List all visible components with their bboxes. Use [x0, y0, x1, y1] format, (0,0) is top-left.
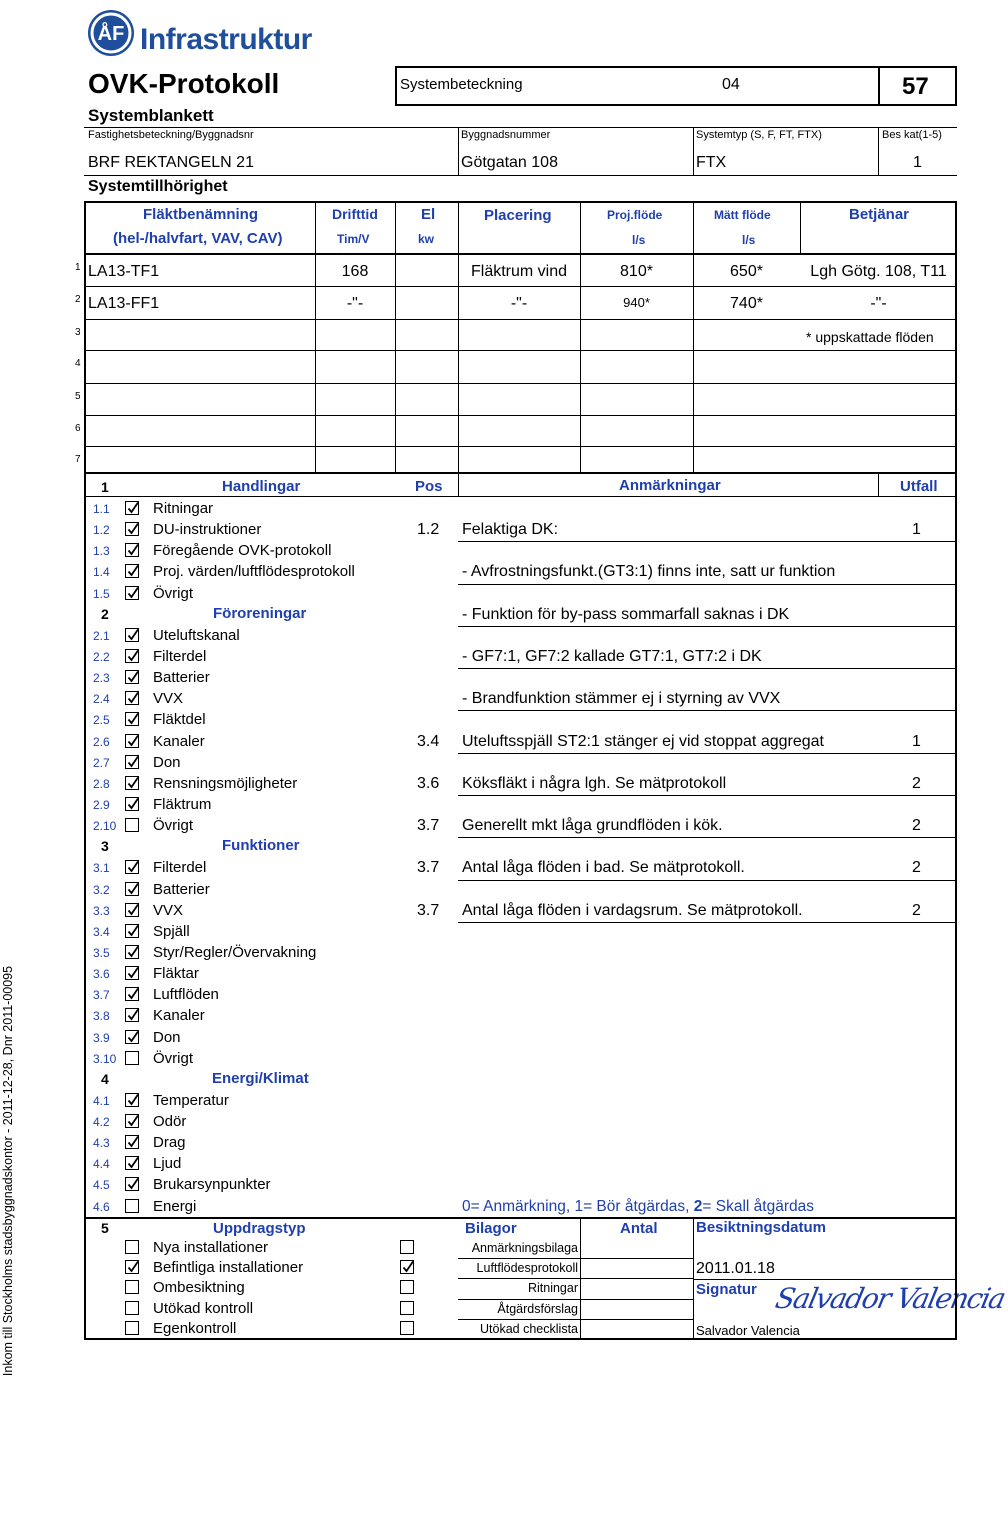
checklist-item-label: VVX [153, 901, 184, 919]
checklist-item-num: 3.6 [93, 967, 110, 982]
uppdragstyp-checkbox[interactable] [125, 1240, 139, 1254]
section-title: Föroreningar [213, 604, 307, 622]
uppdragstyp-label: Befintliga installationer [153, 1259, 304, 1277]
besiktningsdatum-value: 2011.01.18 [696, 1260, 775, 1277]
checklist-item-num: 2.10 [93, 819, 117, 834]
uppdragstyp-label: Utökad kontroll [153, 1299, 254, 1317]
checklist-item-num: 4.4 [93, 1157, 110, 1172]
fan-cell-name: LA13-TF1 [88, 263, 160, 280]
section-title: Funktioner [222, 837, 300, 855]
col-header-proj-unit: l/s [632, 233, 646, 247]
remark-pos: 3.6 [417, 774, 440, 792]
fan-cell-proj: 940* [623, 295, 650, 310]
col-header-proj: Proj.flöde [607, 208, 663, 222]
bilaga-label: Anmärkningsbilaga [471, 1241, 578, 1255]
page-number: 57 [902, 73, 929, 100]
checklist-item-num: 2.7 [93, 755, 110, 770]
checklist-item-num: 3.8 [93, 1009, 110, 1024]
section-1-num: 1 [101, 479, 109, 495]
section-num: 4 [101, 1070, 109, 1087]
checklist-item-label: Fläktrum [153, 795, 212, 813]
section-num: 2 [101, 605, 109, 622]
checklist-item-label: Styr/Regler/Övervakning [153, 943, 317, 961]
checklist-item-label: Batterier [153, 880, 210, 898]
checklist-item-label: Odör [153, 1113, 187, 1131]
checklist-item-num: 2.1 [93, 628, 110, 643]
remark-text: Antal låga flöden i bad. Se mätprotokoll. [462, 859, 745, 877]
checklist-item-num: 3.2 [93, 882, 110, 897]
checklist-checkbox[interactable] [125, 987, 139, 1001]
checklist-item-label: Ritningar [153, 500, 214, 517]
checklist-checkbox[interactable] [125, 691, 139, 705]
systyp-value: FTX [696, 154, 727, 171]
checklist-checkbox[interactable] [125, 1051, 139, 1065]
checklist-item-num: 1.5 [93, 586, 110, 601]
checklist-checkbox[interactable] [125, 797, 139, 811]
col-header-el-unit: kw [418, 232, 435, 246]
legend-part2: 2 [693, 1198, 703, 1215]
logo-icon [88, 10, 134, 56]
section-title: Energi/Klimat [212, 1069, 309, 1087]
col-header-placering: Placering [484, 207, 552, 224]
checklist-item-label: Filterdel [153, 647, 207, 665]
checklist-item-num: 4.2 [93, 1115, 110, 1130]
fan-cell-drifttid: -"- [346, 295, 364, 312]
remark-utfall: 2 [912, 774, 921, 792]
fan-cell-betjanar: -"- [870, 295, 887, 312]
fan-row-number: 2 [75, 294, 81, 305]
checklist-checkbox[interactable] [125, 882, 139, 896]
fan-cell-placering: Fläktrum vind [470, 263, 568, 280]
col-header-matt-unit: l/s [742, 233, 756, 247]
bilaga-label: Ritningar [527, 1281, 578, 1296]
checklist-item-label: Temperatur [153, 1091, 229, 1109]
checklist-item-label: Filterdel [153, 859, 207, 877]
beskat-label: Bes kat(1-5) [882, 129, 942, 141]
col-header-name: Fläktbenämning [143, 206, 259, 223]
bilaga-checkbox[interactable] [400, 1280, 414, 1294]
bilaga-label: Åtgärdsförslag [497, 1301, 578, 1316]
flow-footnote: * uppskattade flöden [806, 329, 934, 345]
col-header-anmarkningar: Anmärkningar [619, 477, 721, 494]
checklist-checkbox[interactable] [125, 734, 139, 748]
fastighet-label: Fastighetsbeteckning/Byggnadsnr [88, 129, 254, 141]
checklist-item-label: Energi [153, 1197, 197, 1215]
remark-utfall: 2 [912, 859, 921, 877]
checklist-item-label: Rensningsmöjligheter [153, 774, 298, 792]
checklist-item-label: Kanaler [153, 1007, 205, 1025]
checklist-item-label: Don [153, 753, 181, 771]
col-header-matt: Mätt flöde [714, 208, 771, 222]
col-header-pos: Pos [415, 478, 443, 495]
fan-cell-proj: 810* [620, 263, 653, 280]
uppdragstyp-checkbox[interactable] [125, 1280, 139, 1294]
checklist-item-num: 3.9 [93, 1030, 110, 1045]
checklist-item-label: VVX [153, 690, 184, 708]
fastighet-value: BRF REKTANGELN 21 [88, 154, 254, 171]
checklist-checkbox[interactable] [125, 860, 139, 874]
col-header-el: El [421, 206, 436, 223]
col-header-name-sub: (hel-/halvfart, VAV, CAV) [113, 230, 283, 247]
checklist-item-label: DU-instruktioner [153, 521, 262, 539]
checklist-item-label: Batterier [153, 669, 210, 687]
checklist-item-num: 1.4 [93, 565, 110, 580]
fan-cell-name: LA13-FF1 [88, 295, 160, 312]
checklist-item-num: 4.6 [93, 1199, 110, 1214]
checklist-item-num: 1.1 [93, 502, 110, 516]
checklist-checkbox[interactable] [125, 903, 139, 917]
fan-cell-matt: 740* [730, 295, 763, 312]
checklist-checkbox[interactable] [125, 1093, 139, 1107]
checklist-item-num: 3.5 [93, 945, 110, 960]
checklist-item-label: Ljud [153, 1155, 182, 1173]
remark-text: - Brandfunktion stämmer ej i styrning av VVX [462, 690, 781, 708]
sysbet-label: Systembeteckning [400, 76, 523, 93]
fan-cell-placering: -"- [510, 295, 528, 312]
checklist-item-num: 1.2 [93, 523, 110, 538]
remark-text: Felaktiga DK: [462, 521, 559, 539]
page-title: OVK-Protokoll [88, 68, 280, 99]
checklist-item-label: Övrigt [153, 817, 194, 835]
bilaga-label: Luftflödesprotokoll [476, 1261, 578, 1276]
legend-part1: 0= Anmärkning, 1= Bör åtgärdas, [462, 1198, 694, 1215]
svg-text:ÅF: ÅF [97, 23, 125, 45]
checklist-checkbox[interactable] [125, 543, 139, 557]
checklist-checkbox[interactable] [125, 522, 139, 536]
checklist-item-label: Don [153, 1028, 181, 1046]
fan-row-number: 4 [75, 358, 81, 369]
checklist-item-label: Fläktdel [153, 711, 206, 729]
remark-text: - Avfrostningsfunkt.(GT3:1) finns inte, satt ur funktion [462, 563, 836, 581]
checklist-checkbox[interactable] [125, 776, 139, 790]
checklist-item-num: 2.5 [93, 713, 110, 728]
remark-pos: 3.4 [417, 732, 440, 750]
tillhorighet-label: Systemtillhörighet [88, 178, 228, 195]
uppdragstyp-label: Nya installationer [153, 1239, 269, 1256]
fan-row-number: 3 [75, 327, 81, 338]
checklist-item-label: Luftflöden [153, 986, 219, 1004]
checklist-item-label: Kanaler [153, 732, 205, 750]
legend [462, 1198, 814, 1216]
byggnad-label: Byggnadsnummer [461, 129, 551, 141]
checklist-checkbox[interactable] [125, 1156, 139, 1170]
checklist-item-num: 3.1 [93, 861, 110, 876]
bilaga-checkbox[interactable] [400, 1240, 414, 1254]
checklist-checkbox[interactable] [125, 501, 139, 515]
signature [772, 1282, 1007, 1315]
bilaga-checkbox[interactable] [400, 1260, 414, 1274]
signer-name: Salvador Valencia [696, 1323, 800, 1338]
checklist-item-label: Fläktar [153, 965, 199, 983]
checklist-item-num: 2.8 [93, 776, 110, 791]
bilaga-checkbox[interactable] [400, 1321, 414, 1335]
checklist-checkbox[interactable] [125, 670, 139, 684]
fan-row-number: 1 [75, 262, 81, 273]
bilaga-label: Utökad checklista [480, 1321, 578, 1336]
checklist-item-label: Spjäll [153, 922, 190, 940]
col-header-drifttid-unit: Tim/V [337, 232, 370, 246]
checklist-item-num: 4.3 [93, 1136, 110, 1151]
remark-pos: 3.7 [417, 901, 440, 919]
checklist-checkbox[interactable] [125, 649, 139, 663]
checklist-item-num: 4.5 [93, 1178, 110, 1193]
page-subtitle: Systemblankett [88, 106, 214, 125]
checklist-item-label: Övrigt [153, 584, 194, 602]
checklist-item-num: 2.2 [93, 649, 110, 664]
remark-text: Uteluftsspjäll ST2:1 stänger ej vid stoppat aggregat [462, 732, 824, 750]
checklist-item-label: Föregående OVK-protokoll [153, 542, 332, 560]
checklist-item-num: 2.3 [93, 671, 110, 686]
checklist-checkbox[interactable] [125, 945, 139, 959]
remark-text: Antal låga flöden i vardagsrum. Se mätprotokoll. [462, 901, 803, 919]
systyp-label: Systemtyp (S, F, FT, FTX) [696, 129, 822, 141]
byggnad-value: Götgatan 108 [461, 154, 558, 171]
antal-title: Antal [620, 1220, 658, 1237]
remark-utfall: 2 [912, 901, 921, 919]
checklist-checkbox[interactable] [125, 628, 139, 642]
checklist-checkbox[interactable] [125, 1030, 139, 1044]
remark-text: - Funktion för by-pass sommarfall saknas i DK [462, 605, 790, 623]
uppdragstyp-checkbox[interactable] [125, 1260, 139, 1274]
checklist-item-label: Övrigt [153, 1049, 194, 1067]
remark-pos: 3.7 [417, 859, 440, 877]
fan-cell-betjanar: Lgh Götg. 108, T11 [810, 263, 947, 280]
col-header-utfall: Utfall [900, 478, 938, 495]
remark-pos: 1.2 [417, 521, 440, 539]
checklist-item-num: 3.10 [93, 1051, 117, 1066]
checklist-checkbox[interactable] [125, 1114, 139, 1128]
fan-cell-matt: 650* [730, 263, 763, 280]
uppdragstyp-title: Uppdragstyp [213, 1220, 306, 1237]
remark-utfall: 1 [912, 732, 921, 750]
checklist-checkbox[interactable] [125, 712, 139, 726]
checklist-item-label: Proj. värden/luftflödesprotokoll [153, 563, 355, 581]
section-1-title: Handlingar [222, 478, 301, 495]
checklist-checkbox[interactable] [125, 818, 139, 832]
checklist-checkbox[interactable] [125, 755, 139, 769]
remark-pos: 3.7 [417, 817, 440, 835]
checklist-checkbox[interactable] [125, 966, 139, 980]
section-num: 3 [101, 838, 109, 855]
bilagor-title: Bilagor [465, 1220, 517, 1237]
checklist-checkbox[interactable] [125, 564, 139, 578]
checklist-item-num: 3.3 [93, 903, 110, 918]
sysbet-value: 04 [722, 76, 740, 93]
fan-cell-drifttid: 168 [341, 263, 369, 280]
fan-row-number: 7 [75, 454, 81, 465]
signature-text: Salvador Valencia [772, 1282, 1008, 1315]
checklist-item-num: 1.3 [93, 544, 110, 559]
legend-part3: = Skall åtgärdas [702, 1198, 814, 1215]
remark-utfall: 1 [912, 521, 921, 539]
uppdragstyp-label: Ombesiktning [153, 1279, 245, 1297]
uppdragstyp-label: Egenkontroll [153, 1319, 237, 1337]
uppdragstyp-checkbox[interactable] [125, 1301, 139, 1315]
checklist-item-label: Brukarsynpunkter [153, 1176, 271, 1194]
checklist-item-num: 3.7 [93, 988, 110, 1003]
checklist-checkbox[interactable] [125, 1199, 139, 1213]
checklist-item-num: 2.6 [93, 734, 110, 749]
fan-row-number: 6 [75, 423, 81, 434]
checklist-checkbox[interactable] [125, 586, 139, 600]
checklist-checkbox[interactable] [125, 924, 139, 938]
checklist-item-num: 2.9 [93, 797, 110, 812]
checklist-checkbox[interactable] [125, 1177, 139, 1191]
section-5-num: 5 [101, 1220, 109, 1236]
remark-text: Köksfläkt i några lgh. Se mätprotokoll [462, 774, 727, 792]
fan-row-number: 5 [75, 391, 81, 402]
col-header-drifttid: Drifttid [332, 206, 378, 222]
checklist-item-num: 2.4 [93, 692, 110, 707]
remark-text: Generellt mkt låga grundflöden i kök. [462, 817, 723, 835]
signatur-label: Signatur [696, 1281, 757, 1298]
side-stamp: Inkom till Stockholms stadsbyggnadskontor - 2011-12-28, Dnr 2011-00095 [1, 965, 15, 1377]
checklist-item-label: Uteluftskanal [153, 626, 240, 644]
col-header-betjanar: Betjänar [849, 206, 910, 223]
beskat-value: 1 [913, 154, 922, 171]
checklist-item-num: 3.4 [93, 924, 110, 939]
checklist-checkbox[interactable] [125, 1008, 139, 1022]
remark-text: - GF7:1, GF7:2 kallade GT7:1, GT7:2 i DK [462, 647, 762, 665]
besiktningsdatum-label: Besiktningsdatum [696, 1219, 827, 1236]
remark-utfall: 2 [912, 817, 921, 835]
checklist-checkbox[interactable] [125, 1135, 139, 1149]
checklist-item-label: Drag [153, 1134, 186, 1152]
bilaga-checkbox[interactable] [400, 1301, 414, 1315]
checklist-item-num: 4.1 [93, 1093, 110, 1108]
logo-text: Infrastruktur [140, 23, 312, 56]
uppdragstyp-checkbox[interactable] [125, 1321, 139, 1335]
